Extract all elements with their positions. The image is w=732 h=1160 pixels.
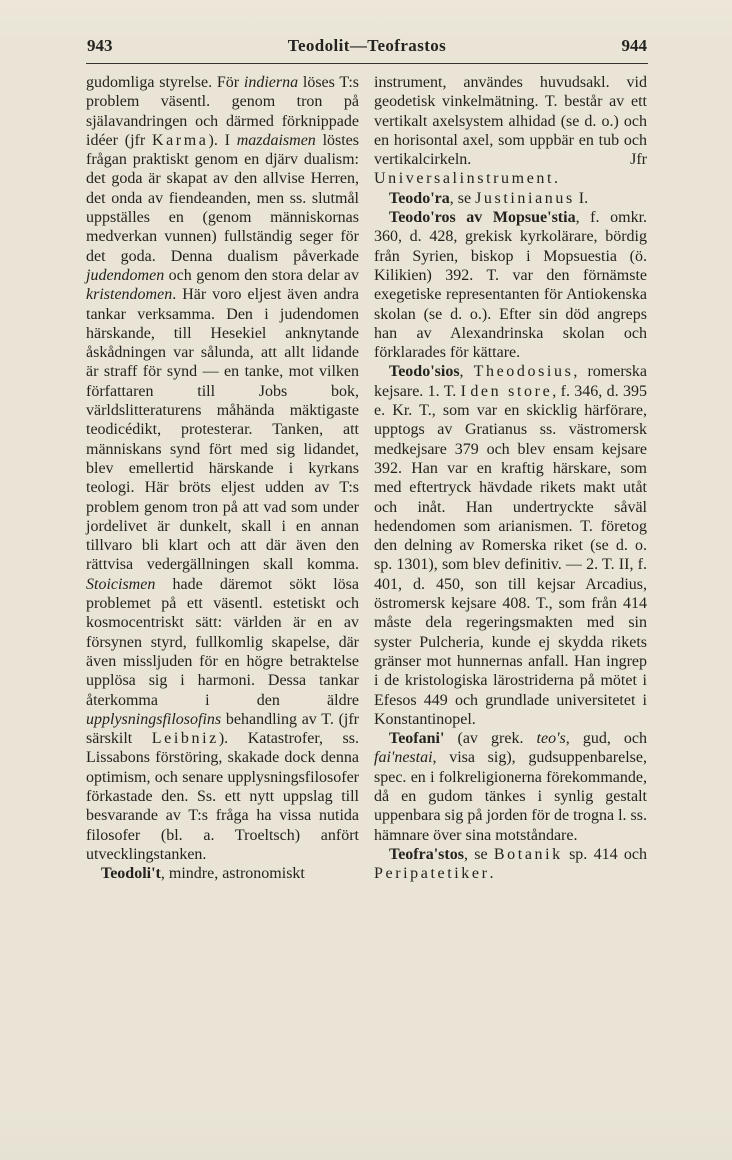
text-segment: fai'nestai — [374, 749, 433, 767]
text-segment: kristendomen — [86, 286, 173, 304]
text-segment: I. — [574, 189, 589, 207]
header-divider — [86, 63, 648, 64]
text-segment: Universalinstrument — [374, 170, 555, 188]
text-segment: Theodosius — [473, 363, 574, 381]
text-segment: Leibniz — [151, 730, 219, 748]
text-segment: Peripatetiker — [374, 865, 490, 883]
column-left — [86, 73, 359, 883]
page-title: Teodolit—Teofrastos — [287, 36, 447, 55]
text-segment: Stoicismen — [86, 575, 156, 593]
text-segment: ). Katastrofer, ss. Lissabons förstöring, skakade dock denna optimism, och senare upplysningsfilosofer förkastade den. Ss. ett nytt uppslag till besvarande av T:s fråga ha vissa nutida filosofer (bl. a. Troeltsch) anfört utvecklingstanken. — [86, 730, 359, 863]
paragraph — [374, 729, 647, 845]
text-segment: , mindre, astronomiskt — [160, 865, 305, 883]
text-segment: Teofra'stos — [389, 845, 464, 863]
paragraph — [86, 73, 359, 864]
text-segment: sp. 414 och — [562, 845, 648, 863]
text-segment: , se — [449, 189, 476, 207]
text-segment: gudomliga styrelse. För — [86, 74, 244, 91]
text-segment: den store — [470, 382, 553, 400]
paragraph — [374, 189, 647, 208]
paragraph — [374, 73, 647, 189]
text-segment: , gud, och — [565, 730, 647, 748]
text-segment: ). I — [208, 131, 237, 149]
left-page-number: 943 — [87, 36, 113, 55]
text-segment: teo's — [536, 730, 566, 748]
paragraph — [374, 845, 647, 884]
text-segment: Teodo'ra — [389, 189, 450, 207]
text-segment: , romerska kejsare. 1. T. I — [374, 363, 648, 400]
right-page-number: 944 — [621, 36, 647, 55]
text-segment: löses T:s problem väsentl. genom tron på själavandringen och därmed förknippade idéer (jfr — [86, 74, 360, 149]
text-segment: Justinianus — [475, 189, 575, 207]
text-segment: Teofani' — [389, 730, 445, 748]
paragraph — [374, 208, 647, 362]
text-segment: , — [459, 363, 474, 381]
text-segment: , f. omkr. 360, d. 428, grekisk kyrkolärare, bördig från Syrien, biskop i Mopsuestia (ö. Kilikien) 392. T. var den förnämste exegetiske representanten för Antiokenska skolan (se d. o.). Efter sin död angreps han av Alexandrinska skolan och förklarades för kättare. — [374, 209, 648, 362]
text-segment: , visa sig), gudsuppenbarelse, spec. en i folkreligionerna förekommande, då en gudom tänkes i synlig gestalt uppenbara sig på jorden för de trogna l. ss. hämnare över sina motståndare. — [374, 749, 647, 844]
text-segment: hade däremot sökt lösa problemet på ett väsentl. estetiskt och kosmocentriskt sätt: världen är en av försynen styrd, fullkomlig skapelse, där även missljuden för en högre betraktelse upplösa sig i harmoni. Dessa tankar återkomma i den äldre — [86, 575, 359, 709]
text-segment: judendomen — [86, 266, 165, 284]
text-segment: löstes frågan praktiskt genom en djärv dualism: det goda är skapat av den allvise Herren, det onda av fiendeanden, men ss. slutmål uppställes en (genom människornas medverkan vunnen) fullständig seger för det goda. Denna dualism påverkade — [86, 131, 360, 265]
text-segment: Teodoli't — [101, 865, 161, 883]
text-segment: indierna — [243, 74, 299, 91]
paragraph — [374, 362, 647, 729]
text-segment: (av grek. — [444, 730, 537, 748]
text-columns — [86, 73, 648, 883]
text-segment: Botanik — [493, 845, 563, 863]
text-segment: , se — [463, 845, 494, 863]
text-segment: behandling av T. (jfr särskilt — [86, 710, 359, 748]
text-segment: instrument, användes huvudsakl. vid geodetisk vinkelmätning. T. består av ett vertikalt axelsystem alhidad (se d. o.) och en horisontal axel, som uppbär en tub och vertikalcirkeln. Jfr — [374, 74, 647, 169]
text-segment: . — [554, 170, 559, 188]
page-header — [86, 36, 648, 63]
text-segment: Teodo'ros av Mopsue'stia — [389, 209, 576, 227]
text-segment: upplysningsfilosofins — [86, 710, 222, 728]
text-segment: . Här voro eljest även andra tankar verksamma. Den i judendomen härskande, till Hesekiel anknytande åskådningen var sålunda, att allt lidande är straff för synd — en tanke, mot vilken författaren till Jobs bok, världslitteraturens måhända mäktigaste teodicédikt, protesterar. Tanken, att människans synd fört med sig lidandet, blev emellertid härskande i kyrkans teologi. Här bröts eljest udden av T:s problem genom tron på att vad som under jordelivet är dunkelt, skall i en annan tillvaro bli klart och att där även den rättvisa vedergällningen skall komma. — [86, 286, 359, 574]
text-segment: . — [489, 865, 494, 883]
text-segment: Karma — [151, 131, 209, 149]
column-right — [374, 73, 647, 883]
text-segment: och genom den stora delar av — [164, 266, 359, 284]
text-segment: , f. 346, d. 395 e. Kr. T., som var en skicklig härförare, upptogs av Gratianus ss. västromersk medkejsare 379 och blev ensam kejsare 392. Han var en kraftig härskare, som med eftertryck hävdade rikets makt utåt och inåt. Han undertryckte såväl hedendomen som arianismen. T. företog den delning av Romerska riket (se d. o. sp. 1301), som blev definitiv. — 2. T. II, f. 401, d. 450, son till kejsar Arcadius, östromersk kejsare 408. T., som från 414 måste dela regeringsmakten med sin syster Pulcheria, kunde ej skydda rikets gränser mot hunnernas anfall. Han ingrep i de kristologiska lärostriderna på mötet i Efesos 449 och grundlade universitetet i Konstantinopel. — [374, 382, 647, 728]
paragraph — [86, 864, 359, 883]
text-segment: Teodo'sios — [389, 363, 460, 381]
text-segment: mazdaismen — [236, 131, 316, 149]
